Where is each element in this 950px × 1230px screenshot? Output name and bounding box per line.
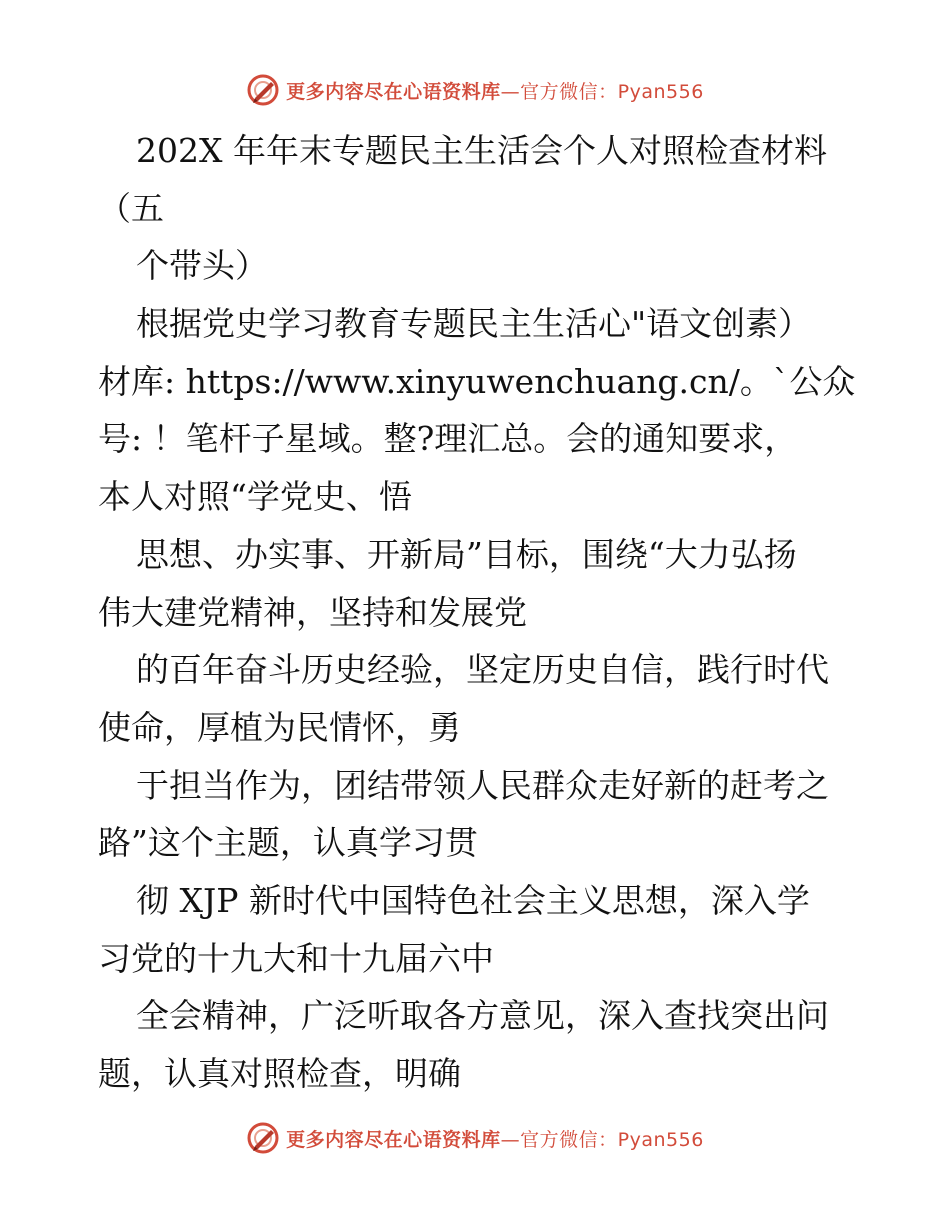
pen-circle-logo-icon (246, 1121, 280, 1155)
banner-text (286, 77, 704, 104)
document-line: 202X 年年末专题民主生活会个人对照检查材料 (136, 131, 827, 170)
document-line: 使命，厚植为民情怀，勇 (98, 707, 461, 747)
banner-lead-text: 更多内容尽在心语资料库 (286, 80, 501, 103)
document-line: 材库: https://www.xinyuwenchuang.cn/。`公众 (98, 361, 856, 401)
document-line: 伟大建党精神，坚持和发展党 (98, 592, 527, 632)
document-line: 号: ！笔杆子星域。整?理汇总。会的通知要求， (98, 419, 798, 459)
banner-lead-text: 更多内容尽在心语资料库 (286, 1128, 501, 1151)
banner-wechat-text: —官方微信：Pyan556 (500, 80, 704, 103)
banner-wechat-text: —官方微信：Pyan556 (500, 1128, 704, 1151)
document-line: 的百年奋斗历史经验，坚定历史自信，践行时代 (136, 650, 829, 690)
document-line: （五 (98, 188, 164, 228)
document-line: 根据党史学习教育专题民主生活心"语文创素） (136, 304, 812, 344)
document-line: 于担当作为，团结带领人民群众走好新的赶考之 (136, 765, 829, 805)
document-line: 本人对照“学党史、悟 (98, 477, 412, 517)
footer-banner (0, 1118, 950, 1158)
document-line: 彻 XJP 新时代中国特色社会主义思想，深入学 (136, 880, 810, 920)
document-line: 全会精神，广泛听取各方意见，深入查找突出问 (136, 996, 829, 1036)
header-banner (0, 70, 950, 110)
document-line: 习党的十九大和十九届六中 (98, 938, 494, 978)
document-line: 个带头） (136, 246, 268, 286)
document-body (98, 122, 858, 1103)
pen-circle-logo-icon (246, 73, 280, 107)
banner-text (286, 1125, 704, 1152)
document-line: 题，认真对照检查，明确 (98, 1054, 461, 1093)
document-line: 思想、办实事、开新局”目标，围绕“大力弘扬 (136, 534, 797, 574)
document-line: 路”这个主题，认真学习贯 (98, 823, 478, 863)
